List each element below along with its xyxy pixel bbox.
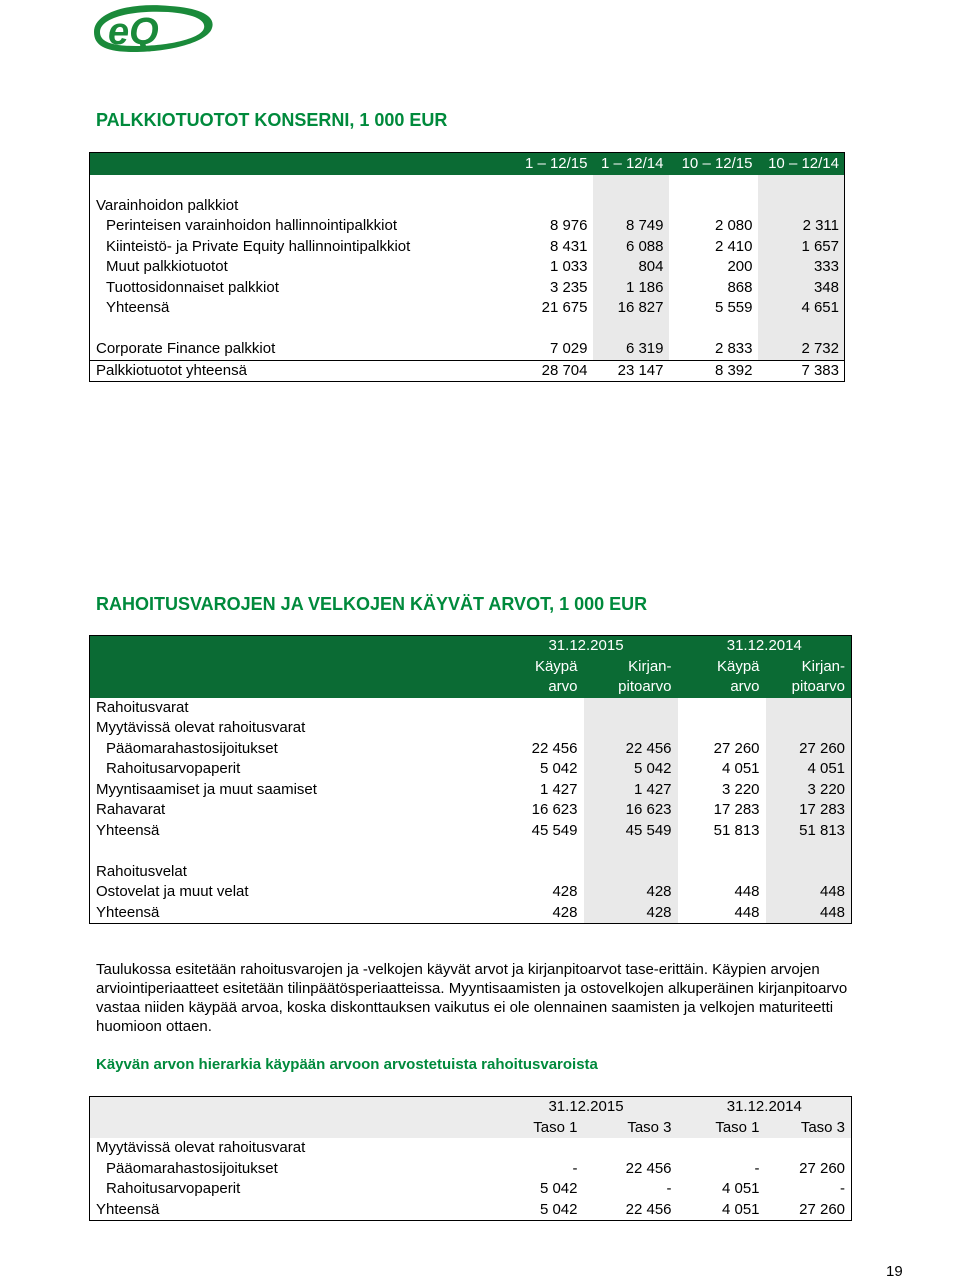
- table-row: [90, 698, 852, 719]
- cell-value: 21 675: [541, 299, 588, 317]
- row-label: Rahoitusarvopaperit: [106, 760, 241, 778]
- row-label: Tuottosidonnaiset palkkiot: [106, 278, 279, 296]
- cell-value: 5 042: [584, 759, 678, 780]
- row-label: Myyntisaamiset ja muut saamiset: [96, 780, 317, 798]
- table-header-row: [90, 153, 845, 176]
- row-label: Yhteensä: [106, 299, 170, 317]
- table-row: [90, 1159, 852, 1180]
- cell-value: 22 456: [584, 739, 678, 760]
- cell-value: -: [754, 1159, 760, 1177]
- cell-value: 45 549: [531, 821, 578, 839]
- table-row: [90, 882, 852, 903]
- row-label: Pääomarahastosijoitukset: [106, 1159, 278, 1177]
- row-label: Ostovelat ja muut velat: [96, 883, 249, 901]
- cell-value: 4 051: [766, 759, 852, 780]
- column-header: arvo: [678, 677, 766, 698]
- column-header: 10 – 12/14: [758, 153, 845, 176]
- column-header: pitoarvo: [766, 677, 852, 698]
- date-header: 31.12.2014: [678, 636, 852, 657]
- cell-value: 22 456: [531, 739, 578, 757]
- cell-value: 1 186: [593, 278, 669, 299]
- row-label: Yhteensä: [96, 821, 160, 839]
- table-row: [90, 903, 852, 924]
- cell-value: 1 427: [539, 780, 578, 798]
- cell-value: 16 623: [531, 801, 578, 819]
- cell-value: 16 623: [584, 800, 678, 821]
- group-heading: Varainhoidon palkkiot: [96, 196, 239, 214]
- cell-value: 428: [584, 903, 678, 924]
- cell-value: 27 260: [799, 1159, 846, 1177]
- table-header-row: [90, 1097, 852, 1118]
- cell-value: 5 559: [714, 299, 753, 317]
- cell-value: 17 283: [713, 801, 760, 819]
- table-row: [90, 196, 845, 217]
- page-number: 19: [886, 1263, 903, 1280]
- cell-value: 2 732: [758, 339, 845, 360]
- row-label: Rahoitusarvopaperit: [106, 1180, 241, 1198]
- column-header: Käypä: [495, 657, 584, 678]
- table-row: [90, 1179, 852, 1200]
- table-row: [90, 1138, 852, 1159]
- total-row: [90, 360, 845, 382]
- group-heading: Rahoitusvarat: [96, 698, 189, 716]
- row-label: Corporate Finance palkkiot: [96, 340, 276, 358]
- cell-value: 2 311: [758, 216, 845, 237]
- fair-values-table: [89, 635, 852, 924]
- cell-value: 4 051: [721, 760, 760, 778]
- table-row: [90, 780, 852, 801]
- column-header: Taso 3: [584, 1118, 678, 1139]
- cell-value: 7 029: [549, 340, 588, 358]
- cell-value: 428: [552, 883, 578, 901]
- cell-value: 428: [552, 903, 578, 921]
- commission-income-table: [89, 152, 845, 382]
- cell-value: 5 042: [539, 1180, 578, 1198]
- table-row: [90, 278, 845, 299]
- cell-value: 200: [727, 258, 753, 276]
- cell-value: 16 827: [593, 298, 669, 319]
- cell-value: 27 260: [766, 739, 852, 760]
- table-header-row: [90, 1118, 852, 1139]
- cell-value: 27 260: [713, 739, 760, 757]
- cell-value: 6 319: [593, 339, 669, 360]
- table-row: [90, 759, 852, 780]
- table-header-row: [90, 677, 852, 698]
- cell-value: 22 456: [625, 1200, 672, 1218]
- cell-value: 333: [758, 257, 845, 278]
- cell-value: 8 749: [593, 216, 669, 237]
- eq-logo: [90, 2, 220, 56]
- cell-value: 23 147: [617, 361, 664, 379]
- cell-value: 4 051: [721, 1200, 760, 1218]
- cell-value: 51 813: [713, 821, 760, 839]
- cell-value: 4 051: [721, 1180, 760, 1198]
- cell-value: 3 235: [549, 278, 588, 296]
- svg-text:eQ: eQ: [108, 11, 159, 53]
- cell-value: 51 813: [766, 821, 852, 842]
- column-header: Taso 1: [678, 1118, 766, 1139]
- column-header: 1 – 12/15: [515, 153, 593, 176]
- group-heading: Rahoitusvelat: [96, 862, 187, 880]
- cell-value: 348: [758, 278, 845, 299]
- cell-value: 2 833: [714, 340, 753, 358]
- date-header: 31.12.2015: [495, 1097, 678, 1118]
- cell-value: 4 651: [758, 298, 845, 319]
- table-header-row: [90, 636, 852, 657]
- row-label: Pääomarahastosijoitukset: [106, 739, 278, 757]
- table-row: [90, 862, 852, 883]
- cell-value: 2 410: [714, 237, 753, 255]
- cell-value: 7 383: [801, 361, 839, 379]
- table-row: [90, 821, 852, 842]
- cell-value: 428: [584, 882, 678, 903]
- commission-income-title: PALKKIOTUOTOT KONSERNI, 1 000 EUR: [96, 110, 448, 130]
- table-row: [90, 237, 845, 258]
- date-header: 31.12.2014: [678, 1097, 852, 1118]
- table-row: [90, 718, 852, 739]
- row-label: Kiinteistö- ja Private Equity hallinnointipalkkiot: [106, 237, 411, 255]
- row-label: Muut palkkiotuotot: [106, 258, 228, 276]
- column-header: pitoarvo: [584, 677, 678, 698]
- group-heading: Myytävissä olevat rahoitusvarat: [96, 1139, 306, 1157]
- cell-value: 5 042: [539, 1200, 578, 1218]
- cell-value: 804: [593, 257, 669, 278]
- cell-value: 1 033: [549, 258, 588, 276]
- cell-value: 448: [734, 903, 760, 921]
- cell-value: -: [666, 1180, 672, 1198]
- column-header: arvo: [495, 677, 584, 698]
- explanatory-paragraph: Taulukossa esitetään rahoitusvarojen ja -velkojen käyvät arvot ja kirjanpitoarvot tase-erittäin. Käypien arvojen arviointiperiaatteet esitetään tilinpäätösperiaatteissa. Myyntisaamisten ja ostovelkojen alkuperäinen kirjanpitoarvo vastaa niiden käypää arvoa, koska diskonttauksen vaikutus ei ole olennainen saamisten ja velkojen maturiteetti huomioon ottaen.: [96, 961, 848, 1035]
- column-header: 10 – 12/15: [669, 153, 758, 176]
- table-row: [90, 298, 845, 319]
- cell-value: 28 704: [541, 361, 588, 379]
- cell-value: 1 427: [584, 780, 678, 801]
- cell-value: 1 657: [758, 237, 845, 258]
- cell-value: 27 260: [799, 1200, 846, 1218]
- row-label: Yhteensä: [96, 1200, 160, 1218]
- date-header: 31.12.2015: [495, 636, 678, 657]
- fair-value-hierarchy-table: [89, 1096, 852, 1221]
- cell-value: 3 220: [766, 780, 852, 801]
- table-row: [90, 257, 845, 278]
- cell-value: 17 283: [766, 800, 852, 821]
- cell-value: 448: [734, 883, 760, 901]
- cell-value: -: [840, 1180, 846, 1198]
- group-heading: Myytävissä olevat rahoitusvarat: [96, 719, 306, 737]
- table-row: [90, 739, 852, 760]
- cell-value: 868: [727, 278, 753, 296]
- column-header: Taso 1: [495, 1118, 584, 1139]
- table-row: [90, 800, 852, 821]
- cell-value: 22 456: [625, 1159, 672, 1177]
- column-header: 1 – 12/14: [593, 153, 669, 176]
- cell-value: 6 088: [593, 237, 669, 258]
- cell-value: 448: [766, 882, 852, 903]
- cell-value: 45 549: [584, 821, 678, 842]
- cell-value: 3 220: [721, 780, 760, 798]
- column-header: Kirjan-: [584, 657, 678, 678]
- cell-value: 448: [766, 903, 852, 924]
- row-label: Rahavarat: [96, 801, 166, 819]
- cell-value: 2 080: [714, 217, 753, 235]
- cell-value: 8 392: [714, 361, 753, 379]
- row-label: Yhteensä: [96, 903, 160, 921]
- fair-value-hierarchy-title: Käyvän arvon hierarkia käypään arvoon arvostetuista rahoitusvaroista: [96, 1056, 598, 1073]
- row-label: Perinteisen varainhoidon hallinnointipalkkiot: [106, 217, 398, 235]
- row-label: Palkkiotuotot yhteensä: [96, 361, 247, 379]
- fair-values-title: RAHOITUSVAROJEN JA VELKOJEN KÄYVÄT ARVOT, 1 000 EUR: [96, 594, 648, 614]
- table-row: [90, 216, 845, 237]
- cell-value: 8 431: [549, 237, 588, 255]
- table-row: [90, 339, 845, 360]
- column-header: Käypä: [678, 657, 766, 678]
- cell-value: 5 042: [539, 760, 578, 778]
- table-header-row: [90, 657, 852, 678]
- cell-value: 8 976: [549, 217, 588, 235]
- table-row: [90, 1200, 852, 1221]
- column-header: Kirjan-: [766, 657, 852, 678]
- cell-value: -: [572, 1159, 578, 1177]
- column-header: Taso 3: [766, 1118, 852, 1139]
